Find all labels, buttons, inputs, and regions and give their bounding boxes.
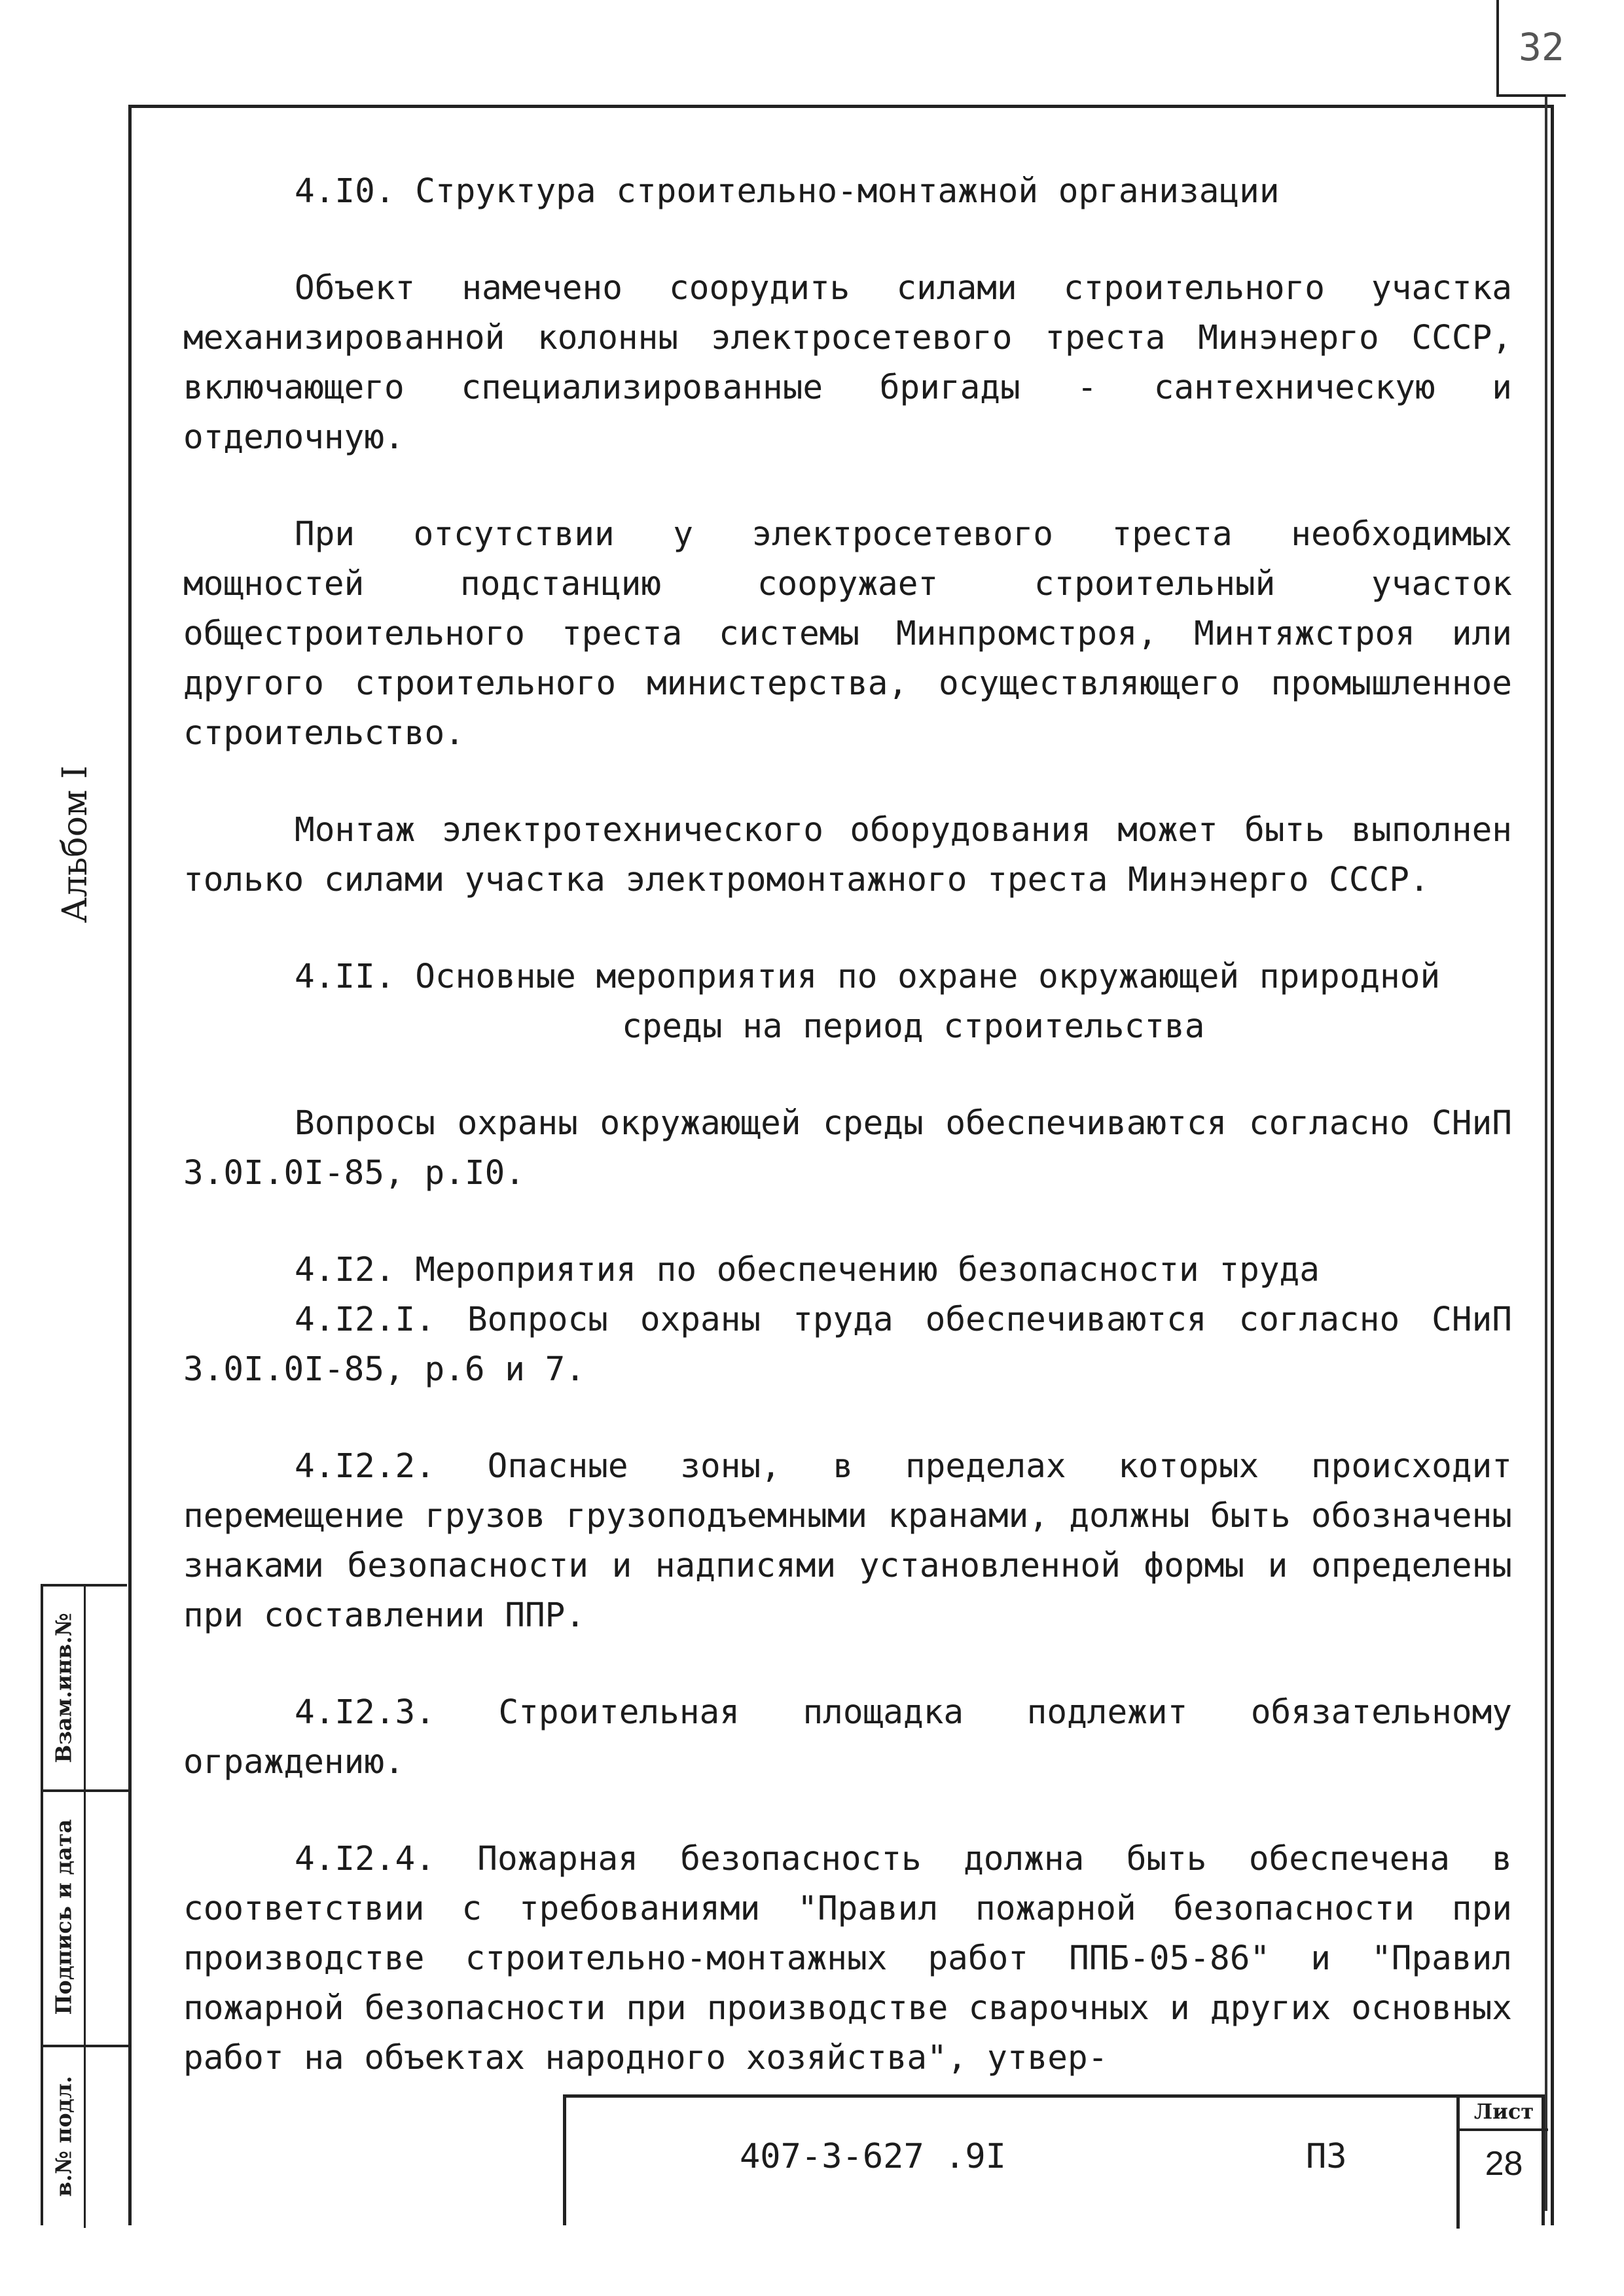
side-stamp-field-label: Взам.инв.№ [50,1613,77,1763]
side-stamp-field [43,1587,84,1789]
section-4-11-title [183,952,1512,1052]
side-stamp-field [43,1789,84,2045]
section-4-11-title-line-2: среды на период строительства [622,1007,1205,1046]
page-corner-number-box [1496,0,1566,97]
page-corner-number: 32 [1519,25,1564,69]
side-stamp-field-label: Подпись и дата [50,1819,77,2015]
sheet-box [1456,2094,1548,2229]
section-4-11-paragraph-1: Вопросы охраны окружающей среды обеспечиваются согласно СНиП 3.0I.0I-85, р.I0. [183,1104,1512,1193]
sheet-label: Лист [1460,2094,1548,2131]
document-code: ПЗ [1306,2137,1347,2176]
sheet-number: 28 [1485,2145,1523,2183]
frame-right-line [1545,97,1547,2211]
section-4-12-2: 4.I2.2. Опасные зоны, в пределах которых происходит перемещение грузов грузоподъемными кранами, должны быть обозначены знаками безопасности и надписями установленной формы и определены при составлении ППР. [183,1447,1512,1635]
section-4-10-paragraph-1: Объект намечено соорудить силами строительного участка механизированной колонны электросетевого треста Минэнерго СССР, включающего специализированные бригады - сантехническую и отделочную. [183,269,1512,457]
document-designation: 407-3-627 .9I [740,2137,1006,2176]
section-4-10-paragraph-2: При отсутствии у электросетевого треста необходимых мощностей подстанцию сооружает строительный участок общестроительного треста системы Минпромстроя, Минтяжстроя или другого строительного министерства, осуществляющего промышленное строительство. [183,515,1512,753]
side-stamp-field-label: в.№ подл. [50,2075,77,2197]
section-4-10-title: 4.I0. Структура строительно-монтажной организации [295,172,1280,211]
section-4-12-title: 4.I2. Мероприятия по обеспечению безопасности труда [295,1251,1320,1289]
side-stamp [41,1584,127,2225]
section-4-11-title-line-1: 4.II. Основные мероприятия по охране окружающей природной [295,958,1441,996]
side-stamp-field [43,2045,84,2228]
section-4-12-1: 4.I2.I. Вопросы охраны труда обеспечиваются согласно СНиП 3.0I.0I-85, р.6 и 7. [183,1300,1512,1389]
side-stamp-divider [84,1587,86,2228]
section-4-12-4: 4.I2.4. Пожарная безопасность должна быть обеспечена в соответствии с требованиями "Правил пожарной безопасности при производстве строительно-монтажных работ ППБ-05-86" и "Правил пожарной безопасности при производстве сварочных и других основных работ на объектах народного хозяйства", утвер- [183,1840,1512,2077]
title-block [563,2094,1545,2225]
section-4-12-3: 4.I2.3. Строительная площадка подлежит обязательному ограждению. [183,1693,1512,1782]
album-label [39,746,111,942]
section-4-10-paragraph-3: Монтаж электротехнического оборудования может быть выполнен только силами участка электромонтажного треста Минэнерго СССР. [183,811,1512,899]
album-label-text: Альбом I [56,765,95,924]
document-body [183,167,1512,2083]
